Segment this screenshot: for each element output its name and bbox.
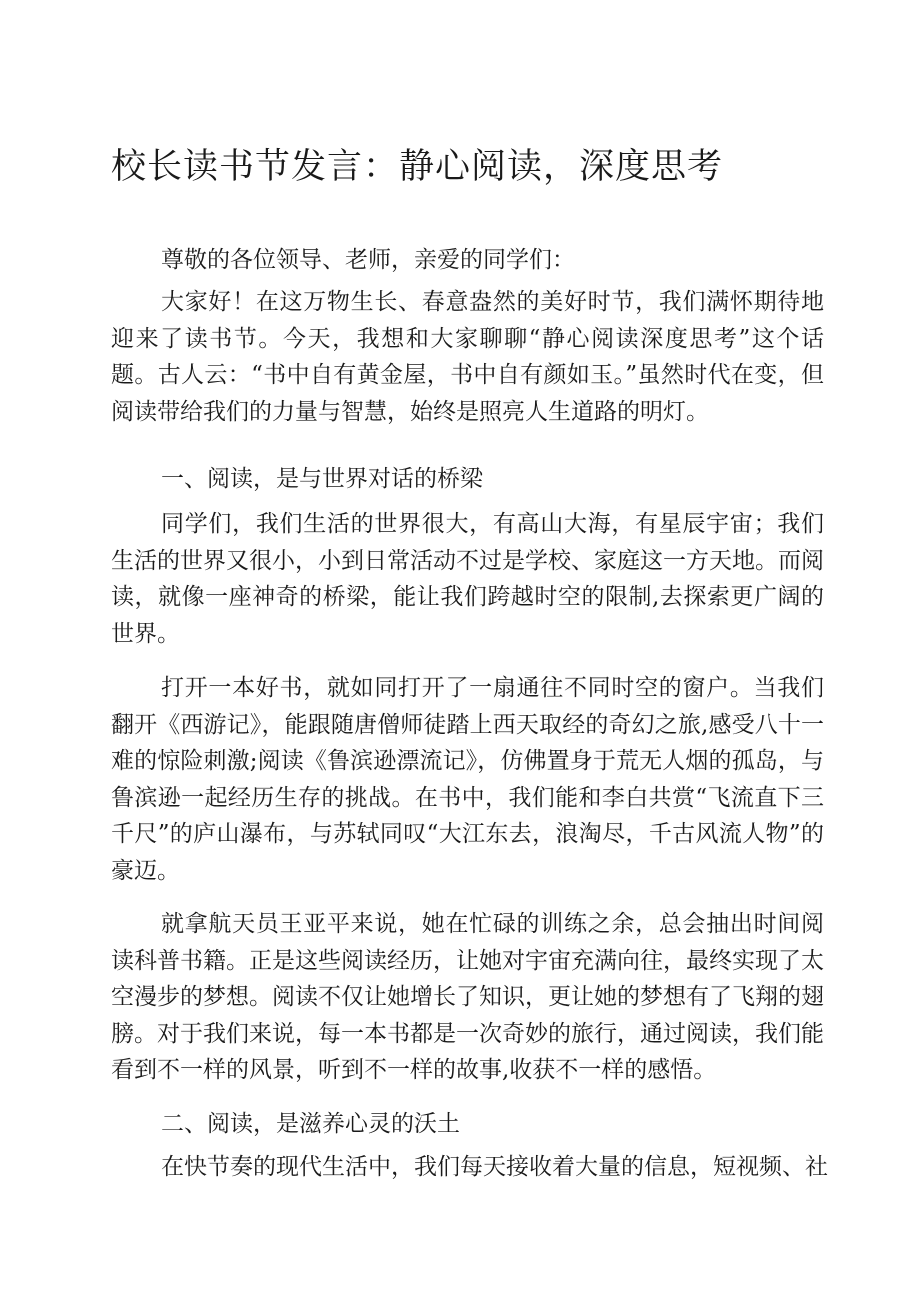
section-heading-2: 二、阅读，是滋养心灵的沃土 [161,1111,460,1137]
document-title: 校长读书节发言：静心阅读，深度思考 [111,147,724,187]
greeting-paragraph: 尊敬的各位领导、老师，亲爱的同学们： [161,247,575,273]
body-paragraph-partial: 在快节奏的现代生活中，我们每天接收着大量的信息，短视频、社 [161,1154,828,1180]
body-paragraph: 同学们，我们生活的世界很大，有高山大海，有星辰宇宙；我们生活的世界又很小，小到日常活动不过是学校、家庭这一方天地。而阅读，就像一座神奇的桥梁，能让我们跨越时空的限制,去探索更广阔的世界。 [111,511,824,647]
intro-paragraph: 大家好！在这万物生长、春意盎然的美好时节，我们满怀期待地迎来了读书节。今天，我想和大家聊聊“静心阅读深度思考”这个话题。古人云：“书中自有黄金屋，书中自有颜如玉。”虽然时代在变，但阅读带给我们的力量与智慧，始终是照亮人生道路的明灯。 [111,289,824,425]
body-paragraph: 打开一本好书，就如同打开了一扇通往不同时空的窗户。当我们翻开《西游记》，能跟随唐僧师徒踏上西天取经的奇幻之旅,感受八十一难的惊险刺激;阅读《鲁滨逊漂流记》，仿佛置身于荒无人烟的孤岛，与鲁滨逊一起经历生存的挑战。在书中，我们能和李白共赏“飞流直下三千尺”的庐山瀑布，与苏轼同叹“大江东去，浪淘尽，千古风流人物”的豪迈。 [111,675,824,884]
body-paragraph: 就拿航天员王亚平来说，她在忙碌的训练之余，总会抽出时间阅读科普书籍。正是这些阅读经历，让她对宇宙充满向往，最终实现了太空漫步的梦想。阅读不仅让她增长了知识，更让她的梦想有了飞翔的翅膀。对于我们来说，每一本书都是一次奇妙的旅行，通过阅读，我们能看到不一样的风景，听到不一样的故事,收获不一样的感悟。 [111,911,824,1084]
section-heading-1: 一、阅读，是与世界对话的桥梁 [161,466,483,492]
